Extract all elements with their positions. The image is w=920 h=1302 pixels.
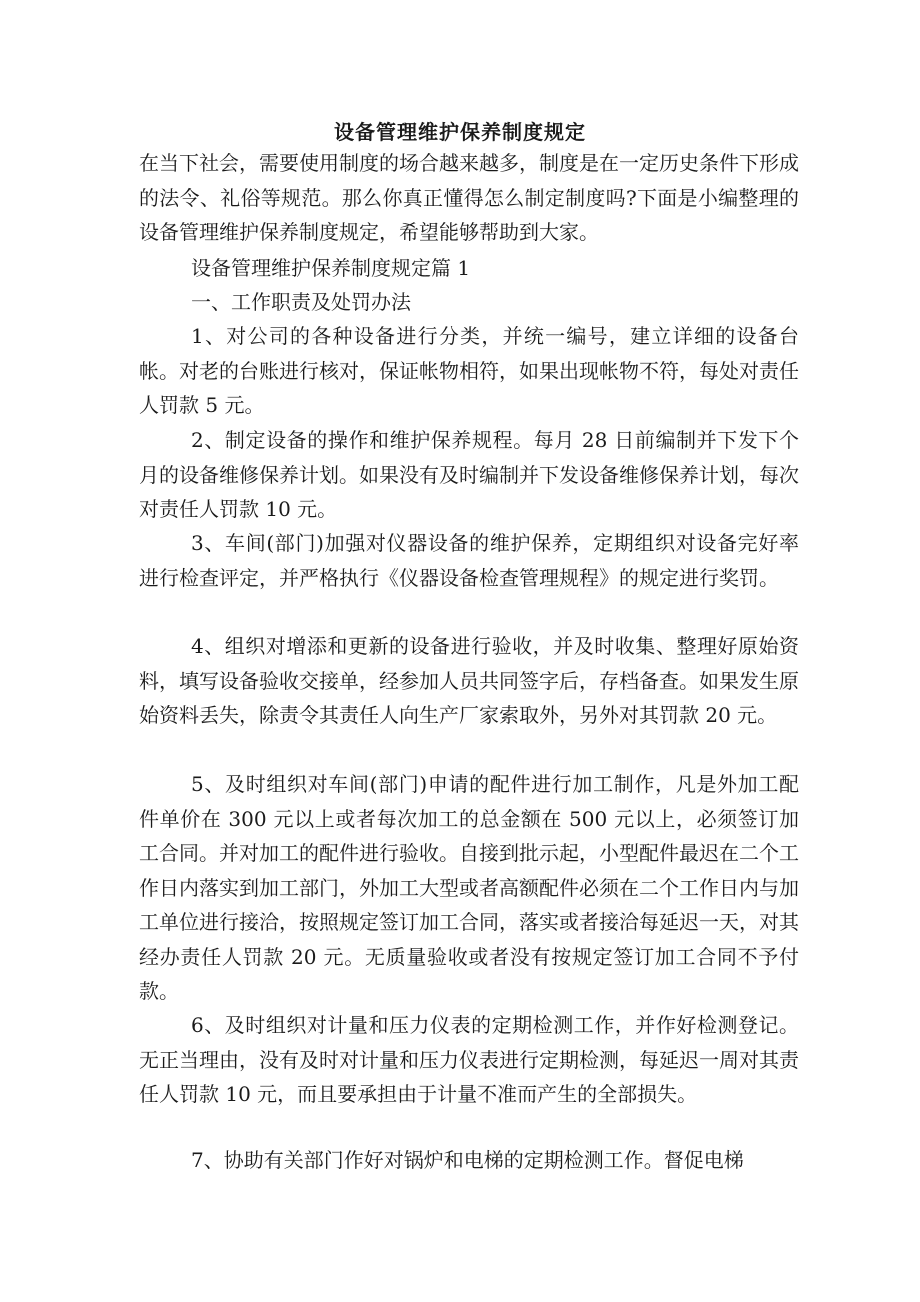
list-item-6: 6、及时组织对计量和压力仪表的定期检测工作，并作好检测登记。无正当理由，没有及时对计量和压力仪表进行定期检测，每延迟一周对其责任人罚款 10 元，而且要承担由于计量不准而产生的全部损失。 (139, 1013, 799, 1106)
subheading: 设备管理维护保养制度规定篇 1 (191, 256, 471, 280)
list-item-5: 5、及时组织对车间(部门)申请的配件进行加工制作，凡是外加工配件单价在 300 元以上或者每次加工的总金额在 500 元以上，必须签订加工合同。并对加工的配件进行验收。自接到批示起，小型配件最迟在二个工作日内落实到加工部门，外加工大型或者高额配件必须在二个工作日内与加工单位进行接洽，按照规定签订加工合同，落实或者接洽每延迟一天，对其经办责任人罚款 20 元。无质量验收或者没有按规定签订加工合同不予付款。 (139, 772, 799, 1003)
intro-paragraph: 在当下社会，需要使用制度的场合越来越多，制度是在一定历史条件下形成的法令、礼俗等规范。那么你真正懂得怎么制定制度吗?下面是小编整理的设备管理维护保养制度规定，希望能够帮助到大家。 (139, 151, 799, 244)
section-heading: 一、工作职责及处罚办法 (191, 290, 411, 314)
list-item-1: 1、对公司的各种设备进行分类，并统一编号，建立详细的设备台帐。对老的台账进行核对，保证帐物相符，如果出现帐物不符，每处对责任人罚款 5 元。 (139, 324, 799, 417)
list-item-3: 3、车间(部门)加强对仪器设备的维护保养，定期组织对设备完好率进行检查评定，并严格执行《仪器设备检查管理规程》的规定进行奖罚。 (139, 531, 799, 590)
list-item-2: 2、制定设备的操作和维护保养规程。每月 28 日前编制并下发下个月的设备维修保养计划。如果没有及时编制并下发设备维修保养计划，每次对责任人罚款 10 元。 (139, 428, 799, 521)
document-title: 设备管理维护保养制度规定 (334, 120, 586, 144)
list-item-4: 4、组织对增添和更新的设备进行验收，并及时收集、整理好原始资料，填写设备验收交接单，经参加人员共同签字后，存档备查。如果发生原始资料丢失，除责令其责任人向生产厂家索取外，另外对其罚款 20 元。 (139, 634, 799, 727)
list-item-7: 7、协助有关部门作好对锅炉和电梯的定期检测工作。督促电梯 (191, 1148, 744, 1172)
